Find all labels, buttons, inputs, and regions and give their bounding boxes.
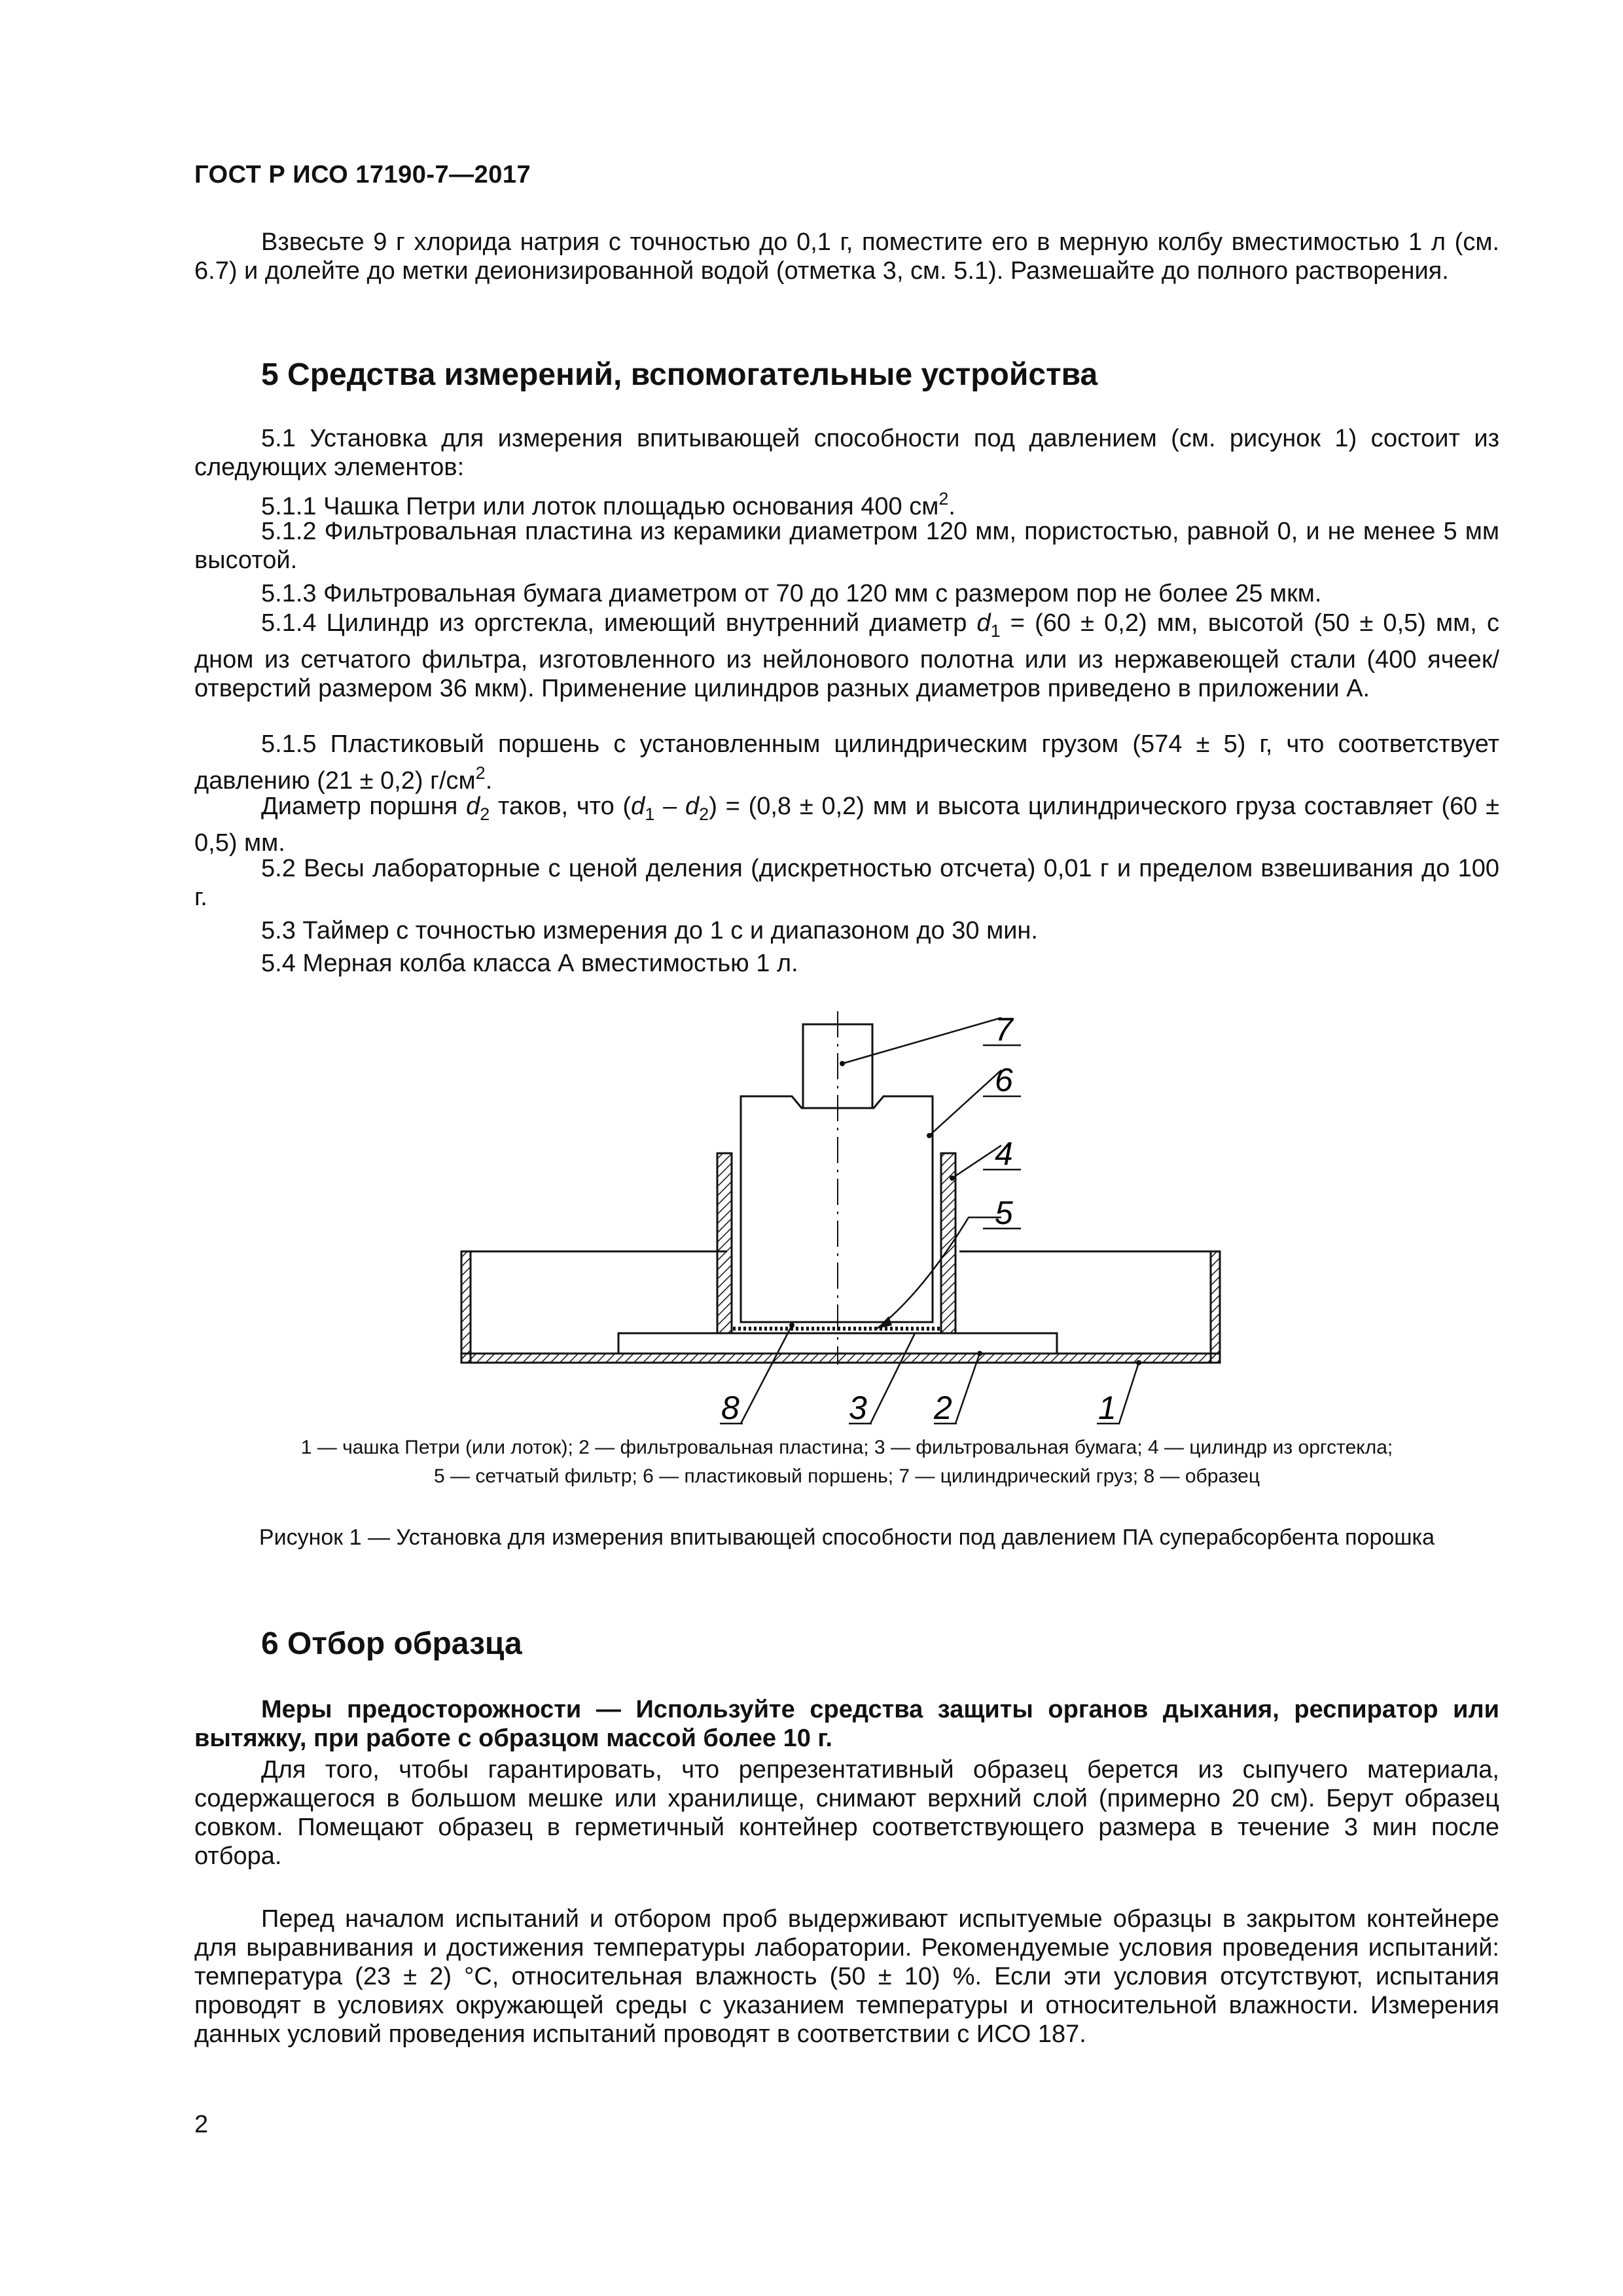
paragraph-diameter [194,792,1499,857]
label-5: 5 [995,1194,1013,1231]
paragraph-5-1 [194,424,1499,482]
page-number: 2 [194,2111,209,2138]
label-8: 8 [721,1390,740,1426]
symbol-d: d [466,793,480,820]
period: . [485,767,493,795]
document-header: ГОСТ Р ИСО 17190-7—2017 [194,161,531,188]
paragraph-5-1-4-text-a: 5.1.4 Цилиндр из оргстекла, имеющий внутренний диаметр [261,609,977,637]
symbol-d: d [631,793,645,820]
subscript: 2 [480,804,490,824]
subscript: 1 [645,804,655,824]
text-part: Диаметр поршня [261,793,467,820]
paragraph-5-1-1 [194,484,1499,521]
symbol-d: d [976,609,991,637]
text-part: таков, что ( [490,793,632,820]
paragraph-5-1-text: 5.1 Установка для измерения впитывающей способности под давлением (см. рисунок 1) состоит из следующих элементов: [194,425,1499,481]
subscript: 2 [699,804,709,824]
section-6-heading: 6 Отбор образца [261,1626,522,1661]
paragraph-5-1-1-text: 5.1.1 Чашка Петри или лоток площадью основания 400 см [261,493,939,520]
petri-dish-shape [461,1251,1220,1363]
period: . [948,493,955,520]
text-part: – [654,793,686,820]
text-part: ) = (0,8 ± 0,2) мм и высота цилиндрического груза составляет (60 ± 0,5) мм. [194,793,1500,857]
label-1: 1 [1098,1390,1116,1426]
paragraph-5-1-5-text: 5.1.5 Пластиковый поршень с установленным цилиндрическим грузом (574 ± 5) г, что соответствует давлению (21 ± 0,2) г/см [194,730,1499,795]
paragraph-5-2-text: 5.2 Весы лабораторные с ценой деления (дискретностью отсчета) 0,01 г и пределом взвешивания до 100 г. [194,855,1499,911]
paragraph-5-1-3-text: 5.1.3 Фильтровальная бумага диаметром от 70 до 120 мм с размером пор не более 25 мкм. [261,580,1322,607]
section-6-paragraph-1-text: Для того, чтобы гарантировать, что репрезентативный образец берется из сыпучего материала, содержащегося в большом мешке или хранилище, снимают верхний слой (примерно 20 см). Берут образец совком. Помещают образец в герметичный контейнер соответствующего размера в течение 3 мин после отбора. [194,1756,1499,1870]
paragraph-5-3 [194,916,1499,945]
paragraph-5-1-3 [194,579,1499,608]
label-2: 2 [934,1390,952,1426]
paragraph-5-1-2-text: 5.1.2 Фильтровальная пластина из керамики диаметром 120 мм, пористостью, равной 0, и не менее 5 мм высотой. [194,518,1499,574]
paragraph-5-4-text: 5.4 Мерная колба класса А вместимостью 1 л. [261,950,798,977]
figure-legend-line-2: 5 — сетчатый фильтр; 6 — пластиковый поршень; 7 — цилиндрический груз; 8 — образец [433,1465,1260,1487]
label-4: 4 [995,1136,1013,1172]
warning-text: Меры предосторожности — Используйте средства защиты органов дыхания, респиратор или вытяжку, при работе с образцом массой более 10 г. [194,1696,1499,1752]
label-3: 3 [849,1390,867,1426]
figure-caption: Рисунок 1 — Установка для измерения впитывающей способности под давлением ПА суперабсорбента порошка [259,1525,1435,1550]
piston-shape [741,1096,933,1322]
superscript: 2 [475,763,486,783]
paragraph-5-3-text: 5.3 Таймер с точностью измерения до 1 с и диапазоном до 30 мин. [261,917,1038,944]
subscript: 1 [990,621,1001,641]
paragraph-5-1-5 [194,730,1499,795]
warning-paragraph [194,1695,1499,1753]
label-6: 6 [995,1062,1013,1098]
paragraph-5-1-4 [194,609,1499,703]
paragraph-5-2 [194,854,1499,912]
cylinder-shape [717,1153,955,1333]
section-6-paragraph-2-text: Перед началом испытаний и отбором проб выдерживают испытуемые образцы в закрытом контейнере для выравнивания и достижения температуры лаборатории. Рекомендуемые условия проведения испытаний: температура (23 ± 2) °С, относительная влажность (50 ± 10) %. Если эти условия отсутствуют, испытания проводят в условиях окружающей среды с указанием температуры и относительной влажности. Измерения данных условий проведения испытаний проводят в соответствии с ИСО 187. [194,1905,1499,2048]
figure-apparatus-diagram [452,998,1237,1456]
section-6-paragraph-2 [194,1905,1499,2049]
section-5-heading: 5 Средства измерений, вспомогательные устройства [261,357,1098,392]
section-6-paragraph-1 [194,1755,1499,1871]
intro-text: Взвесьте 9 г хлорида натрия с точностью до 0,1 г, поместите его в мерную колбу вместимостью 1 л (см. 6.7) и долейте до метки деионизированной водой (отметка 3, см. 5.1). Размешайте до полного растворения. [194,228,1499,285]
paragraph-5-4 [194,949,1499,978]
paragraph-5-1-2 [194,517,1499,575]
figure-legend-line-1: 1 — чашка Петри (или лоток); 2 — фильтровальная пластина; 3 — фильтровальная бумага; 4 — цилиндр из оргстекла; [300,1437,1393,1458]
label-7: 7 [995,1011,1013,1048]
paragraph-5-1-4-text-b: = (60 ± 0,2) мм, высотой (50 ± 0,5) мм, с дном из сетчатого фильтра, изготовленного из нейлонового полотна или из нержавеющей стали (400 ячеек/отверстий размером 36 мкм). Применение цилиндров разных диаметров приведено в приложении А. [194,609,1499,702]
superscript: 2 [938,489,949,509]
intro-paragraph [194,228,1499,285]
symbol-d: d [685,793,700,820]
